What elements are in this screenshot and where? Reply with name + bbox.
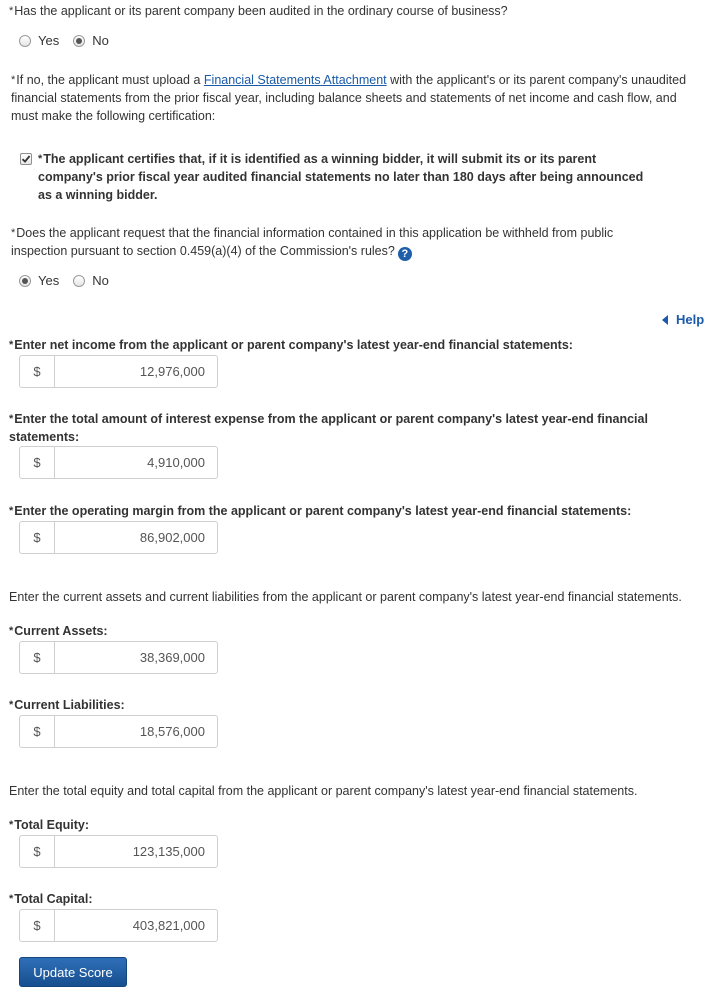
- current-liabilities-label: *Current Liabilities:: [9, 698, 125, 712]
- total-capital-field[interactable]: [19, 909, 218, 942]
- operating-margin-value[interactable]: 86,902,000: [139, 530, 205, 545]
- total-equity-label: *Total Equity:: [9, 818, 90, 832]
- total-equity-field[interactable]: [19, 835, 218, 868]
- interest-expense-label: *Enter the total amount of interest expense from the applicant or parent company's latest year-end financial statements:: [9, 412, 648, 444]
- net-income-value[interactable]: 12,976,000: [139, 364, 205, 379]
- total-capital-label: *Total Capital:: [9, 892, 93, 906]
- operating-margin-label: *Enter the operating margin from the applicant or parent company's latest year-end financial statements:: [9, 504, 632, 518]
- audited-no-radio[interactable]: [73, 35, 85, 47]
- withheld-no-radio[interactable]: [73, 275, 85, 287]
- withheld-no-label[interactable]: No: [92, 273, 109, 288]
- financial-statements-attachment-link[interactable]: Financial Statements Attachment: [203, 73, 387, 87]
- audited-yes-radio[interactable]: [19, 35, 31, 47]
- current-intro: Enter the current assets and current liabilities from the applicant or parent company's latest year-end financial statements.: [9, 590, 682, 604]
- interest-expense-field[interactable]: [19, 446, 218, 479]
- triangle-left-icon: [662, 315, 668, 325]
- withheld-yes-radio[interactable]: [19, 275, 31, 287]
- current-liabilities-field[interactable]: [19, 715, 218, 748]
- net-income-field[interactable]: [19, 355, 218, 388]
- total-capital-value[interactable]: 403,821,000: [132, 918, 205, 933]
- operating-margin-field[interactable]: [19, 521, 218, 554]
- net-income-label: *Enter net income from the applicant or parent company's latest year-end financial statements:: [9, 338, 573, 352]
- audited-yes-label[interactable]: Yes: [38, 33, 60, 48]
- currency-addon: $: [20, 356, 55, 387]
- withheld-yes-label[interactable]: Yes: [38, 273, 60, 288]
- audited-question: *Has the applicant or its parent company been audited in the ordinary course of business?: [9, 4, 508, 18]
- current-liabilities-value[interactable]: 18,576,000: [139, 724, 205, 739]
- total-equity-value[interactable]: 123,135,000: [132, 844, 205, 859]
- checkmark-icon: [21, 154, 31, 164]
- update-score-button[interactable]: Update Score: [19, 957, 127, 987]
- currency-addon: $: [20, 910, 55, 941]
- certification-text: *The applicant certifies that, if it is identified as a winning bidder, it will submit its or its parent company's prior fiscal year audited financial statements no later than 180 days after being announced as a winning bidder.: [38, 152, 644, 202]
- unaudited-note: *If no, the applicant must upload a Financial Statements Attachment with the applicant's or its parent company's unaudited financial statements from the prior fiscal year, including balance sheets and statements of net income and cash flow, and must make the following certification:: [11, 73, 687, 123]
- audited-radio-group: [19, 33, 123, 48]
- certification-checkbox[interactable]: [20, 153, 32, 165]
- currency-addon: $: [20, 836, 55, 867]
- equity-intro: Enter the total equity and total capital from the applicant or parent company's latest year-end financial statements.: [9, 784, 638, 798]
- currency-addon: $: [20, 642, 55, 673]
- interest-expense-value[interactable]: 4,910,000: [147, 455, 205, 470]
- withheld-question: *Does the applicant request that the financial information contained in this application be withheld from public inspection pursuant to section 0.459(a)(4) of the Commission's rules? ?: [11, 226, 614, 260]
- currency-addon: $: [20, 447, 55, 478]
- current-assets-label: *Current Assets:: [9, 624, 108, 638]
- help-link[interactable]: Help: [662, 312, 704, 327]
- current-assets-field[interactable]: [19, 641, 218, 674]
- question-help-icon[interactable]: ?: [398, 247, 412, 261]
- currency-addon: $: [20, 522, 55, 553]
- current-assets-value[interactable]: 38,369,000: [139, 650, 205, 665]
- audited-no-label[interactable]: No: [92, 33, 109, 48]
- currency-addon: $: [20, 716, 55, 747]
- withheld-radio-group: [19, 273, 123, 288]
